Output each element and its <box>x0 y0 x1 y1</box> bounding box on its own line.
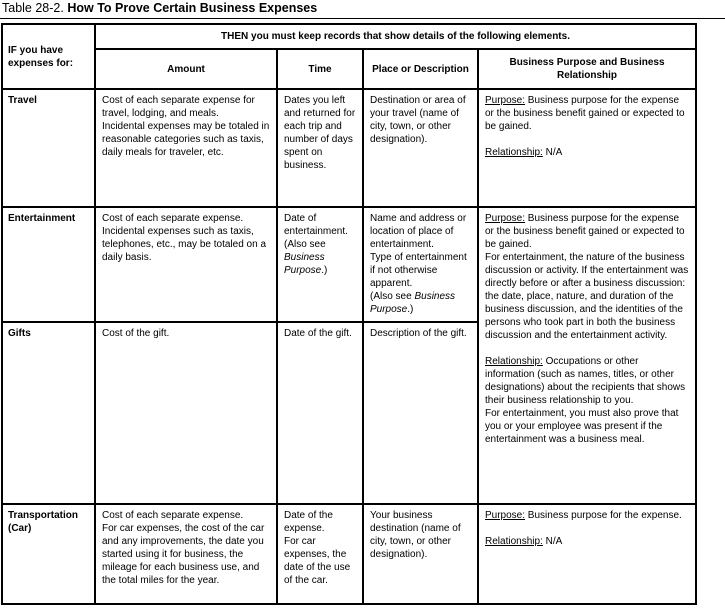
header-if-cell <box>2 24 95 89</box>
header-place-label: Place or Description <box>372 63 469 75</box>
entertainment-amount-text-1: Cost of each separate expense. <box>102 213 244 224</box>
transportation-place-cell <box>363 504 478 604</box>
travel-place-cell <box>363 89 478 207</box>
header-purpose-cell <box>478 49 696 89</box>
entertainment-amount-cell <box>95 207 277 322</box>
table-row-transportation <box>2 504 696 604</box>
gifts-place-text: Description of the gift. <box>370 328 467 339</box>
gifts-amount-cell <box>95 322 277 504</box>
entertainment-place-text-1: Name and address or location of place of entertainment. <box>370 213 467 250</box>
header-row-columns <box>2 49 696 89</box>
table-title <box>0 1 725 19</box>
transportation-place-text: Your business destination (name of city, town, or other designation). <box>370 510 461 560</box>
gifts-time-cell <box>277 322 363 504</box>
travel-relationship-text: N/A <box>542 147 563 158</box>
travel-label-cell <box>2 89 95 207</box>
ent-gifts-relationship-text-2: For entertainment, you must also prove that you or your employee was present if the entertainment was a business meal. <box>485 408 679 445</box>
entertainment-time-italic-ref: Business Purpose <box>284 252 325 276</box>
expenses-proof-table <box>1 23 697 605</box>
travel-purpose-cell <box>478 89 696 207</box>
ent-gifts-purpose-text-2: For entertainment, the nature of the business discussion or activity. If the entertainment was directly before or after a business discussion: the date, place, nature, and duration of the business discussion, and the identities of the persons who took part in both the business discussion and the entertainment activity. <box>485 252 689 341</box>
header-time-cell <box>277 49 363 89</box>
transportation-amount-text-2: For car expenses, the cost of the car and any improvements, the date you started using it for business, the mileage for each business use, and the total miles for the year. <box>102 523 265 586</box>
transportation-amount-cell <box>95 504 277 604</box>
gifts-amount-text: Cost of the gift. <box>102 328 170 339</box>
gifts-time-text: Date of the gift. <box>284 328 352 339</box>
travel-amount-cell <box>95 89 277 207</box>
entertainment-label-cell <box>2 207 95 322</box>
header-amount-label: Amount <box>167 63 205 75</box>
travel-place-text: Destination or area of your travel (name of city, town, or other designation). <box>370 95 466 145</box>
gifts-label: Gifts <box>8 328 31 339</box>
transportation-purpose-text: Business purpose for the expense. <box>525 510 682 521</box>
table-row-entertainment <box>2 207 696 322</box>
entertainment-amount-text-2: Incidental expenses such as taxis, telephones, etc., may be totaled on a daily basis. <box>102 226 266 263</box>
entertainment-label: Entertainment <box>8 213 76 224</box>
transportation-time-text-1: Date of the expense. <box>284 510 333 534</box>
header-row-then <box>2 24 696 49</box>
table-number: Table 28-2. <box>2 1 64 15</box>
travel-amount-text-2: Incidental expenses may be totaled in reasonable categories such as taxis, daily meals for traveler, etc. <box>102 121 270 158</box>
travel-amount-text-1: Cost of each separate expense for travel, lodging, and meals. <box>102 95 255 119</box>
transportation-time-text-2: For car expenses, the date of the use of the car. <box>284 536 351 586</box>
table-row-travel <box>2 89 696 207</box>
travel-time-text: Dates you left and returned for each trip and number of days spent on business. <box>284 95 356 171</box>
ent-gifts-relationship-text: Occupations or other information (such as names, titles, or other designations) about the recipients that shows their business relationship to you. <box>485 356 686 406</box>
ent-gifts-purpose-label: Purpose: <box>485 213 526 224</box>
travel-label: Travel <box>8 95 37 106</box>
header-then-cell <box>95 24 696 49</box>
header-time-label: Time <box>308 63 332 75</box>
header-place-cell <box>363 49 478 89</box>
entertainment-place-text-2: Type of entertainment if not otherwise apparent. <box>370 252 467 289</box>
transportation-purpose-label: Purpose: <box>485 510 526 521</box>
entertainment-place-cell <box>363 207 478 322</box>
transportation-purpose-cell <box>478 504 696 604</box>
transportation-time-cell <box>277 504 363 604</box>
header-then-label: THEN you must keep records that show details of the following elements. <box>221 31 570 42</box>
transportation-relationship-label: Relationship: <box>485 536 543 547</box>
transportation-relationship-text: N/A <box>542 536 563 547</box>
gifts-label-cell <box>2 322 95 504</box>
travel-relationship-label: Relationship: <box>485 147 543 158</box>
entertainment-gifts-purpose-cell <box>478 207 696 504</box>
travel-purpose-text: Business purpose for the expense or the business benefit gained or expected to be gained. <box>485 95 685 132</box>
transportation-amount-text-1: Cost of each separate expense. <box>102 510 244 521</box>
travel-time-cell <box>277 89 363 207</box>
table-title-text: How To Prove Certain Business Expenses <box>67 1 318 15</box>
header-purpose-label: Business Purpose and Business Relationship <box>509 57 665 81</box>
entertainment-time-text: Date of entertainment. (Also see <box>284 213 348 250</box>
header-amount-cell <box>95 49 277 89</box>
entertainment-time-text-end: .) <box>321 265 328 276</box>
entertainment-place-text-end: .) <box>407 304 414 315</box>
entertainment-place-text-3: (Also see <box>370 291 415 302</box>
entertainment-place-italic-ref: Business Purpose <box>370 291 456 315</box>
transportation-label: Transportation (Car) <box>8 510 79 534</box>
gifts-place-cell <box>363 322 478 504</box>
header-if-label: IF you have expenses for: <box>8 44 74 69</box>
transportation-label-cell <box>2 504 95 604</box>
ent-gifts-purpose-text: Business purpose for the expense or the business benefit gained or expected to be gained. <box>485 213 685 250</box>
travel-purpose-label: Purpose: <box>485 95 526 106</box>
ent-gifts-relationship-label: Relationship: <box>485 356 543 367</box>
entertainment-time-cell <box>277 207 363 322</box>
